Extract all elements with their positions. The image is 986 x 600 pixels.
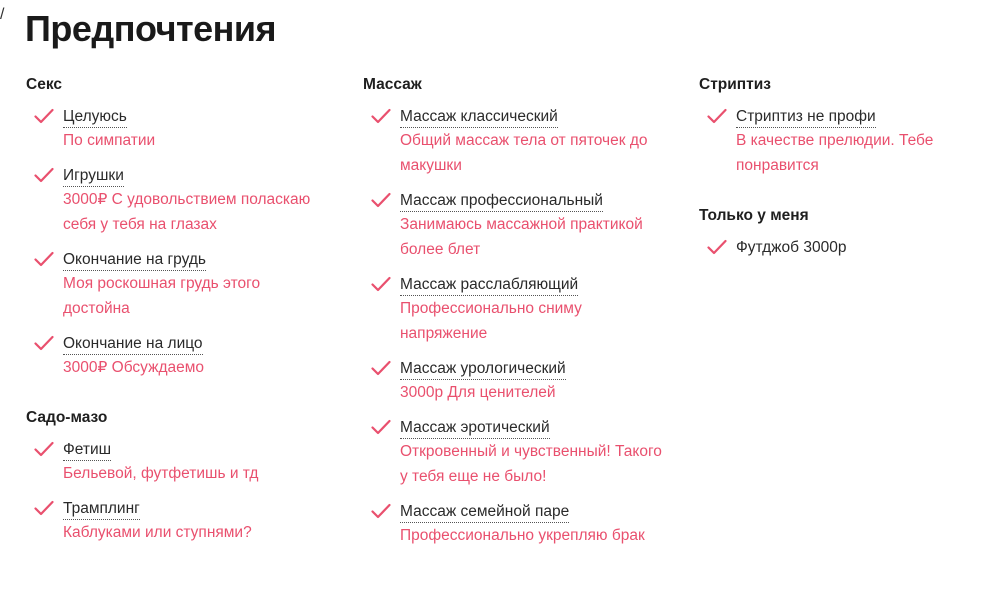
column-1 [26, 76, 326, 558]
list-item [26, 334, 326, 380]
item-title[interactable]: Массаж эротический [400, 418, 550, 439]
item-title[interactable]: Окончание на грудь [63, 250, 206, 271]
check-icon [34, 441, 54, 457]
list-item [26, 250, 326, 321]
item-desc: В качестве прелюдии. Тебе понравится [736, 132, 934, 174]
list-item [363, 359, 673, 405]
list-item [26, 107, 326, 153]
list-item [363, 107, 673, 178]
item-title[interactable]: Массаж классический [400, 107, 558, 128]
section-title: Секс [26, 76, 62, 93]
item-title[interactable]: Фетиш [63, 440, 111, 461]
check-icon [34, 108, 54, 124]
list-item [26, 166, 326, 237]
section-sex [26, 76, 326, 380]
item-desc: Профессионально сниму напряжение [400, 300, 582, 342]
list-item [363, 275, 673, 346]
check-icon [371, 108, 391, 124]
item-title[interactable]: Целуюсь [63, 107, 127, 128]
item-title[interactable]: Массаж урологический [400, 359, 566, 380]
list-item [26, 440, 326, 486]
check-icon [371, 192, 391, 208]
column-2 [363, 76, 673, 561]
check-icon [34, 335, 54, 351]
list-item [699, 238, 969, 258]
item-desc: Откровенный и чувственный! Такого у тебя еще не было! [400, 443, 662, 485]
item-title: Футджоб 3000р [736, 239, 847, 256]
section-sado-mazo [26, 409, 326, 545]
item-desc: Профессионально укрепляю брак [400, 527, 645, 544]
item-title[interactable]: Трамплинг [63, 499, 140, 520]
check-icon [371, 276, 391, 292]
check-icon [34, 167, 54, 183]
item-title[interactable]: Массаж семейной паре [400, 502, 569, 523]
item-title[interactable]: Массаж расслабляющий [400, 275, 578, 296]
check-icon [371, 503, 391, 519]
item-desc: Каблуками или ступнями? [63, 524, 252, 541]
item-title[interactable]: Массаж профессиональный [400, 191, 603, 212]
section-striptease [699, 76, 969, 178]
section-only-me [699, 207, 969, 258]
item-desc: По симпатии [63, 132, 156, 149]
check-icon [707, 108, 727, 124]
list-item [26, 499, 326, 545]
section-title: Только у меня [699, 207, 809, 224]
section-title: Садо-мазо [26, 409, 108, 426]
page-title: Предпочтения [25, 8, 277, 49]
list-item [363, 191, 673, 262]
list-item [699, 107, 969, 178]
item-desc: 3000₽ С удовольствием полаcкаю себя у тебя на глазах [63, 191, 311, 233]
item-title[interactable]: Стриптиз не профи [736, 107, 876, 128]
section-title: Стриптиз [699, 76, 771, 93]
check-icon [371, 419, 391, 435]
item-desc: Моя роскошная грудь этого достойна [63, 275, 261, 317]
item-title[interactable]: Окончание на лицо [63, 334, 203, 355]
check-icon [371, 360, 391, 376]
item-desc: Занимаюсь массажной практикой более блет [400, 216, 643, 258]
check-icon [34, 500, 54, 516]
item-desc: 3000р Для ценителей [400, 384, 556, 401]
column-3 [699, 76, 969, 271]
section-title: Массаж [363, 76, 422, 93]
item-desc: Бельевой, футфетишь и тд [63, 465, 259, 482]
section-massage [363, 76, 673, 548]
corner-mark: / [0, 6, 5, 23]
item-title[interactable]: Игрушки [63, 166, 124, 187]
list-item [363, 502, 673, 548]
item-desc: Общий массаж тела от пяточек до макушки [400, 132, 648, 174]
check-icon [34, 251, 54, 267]
check-icon [707, 239, 727, 255]
item-desc: 3000₽ Обсуждаемо [63, 359, 205, 376]
list-item [363, 418, 673, 489]
